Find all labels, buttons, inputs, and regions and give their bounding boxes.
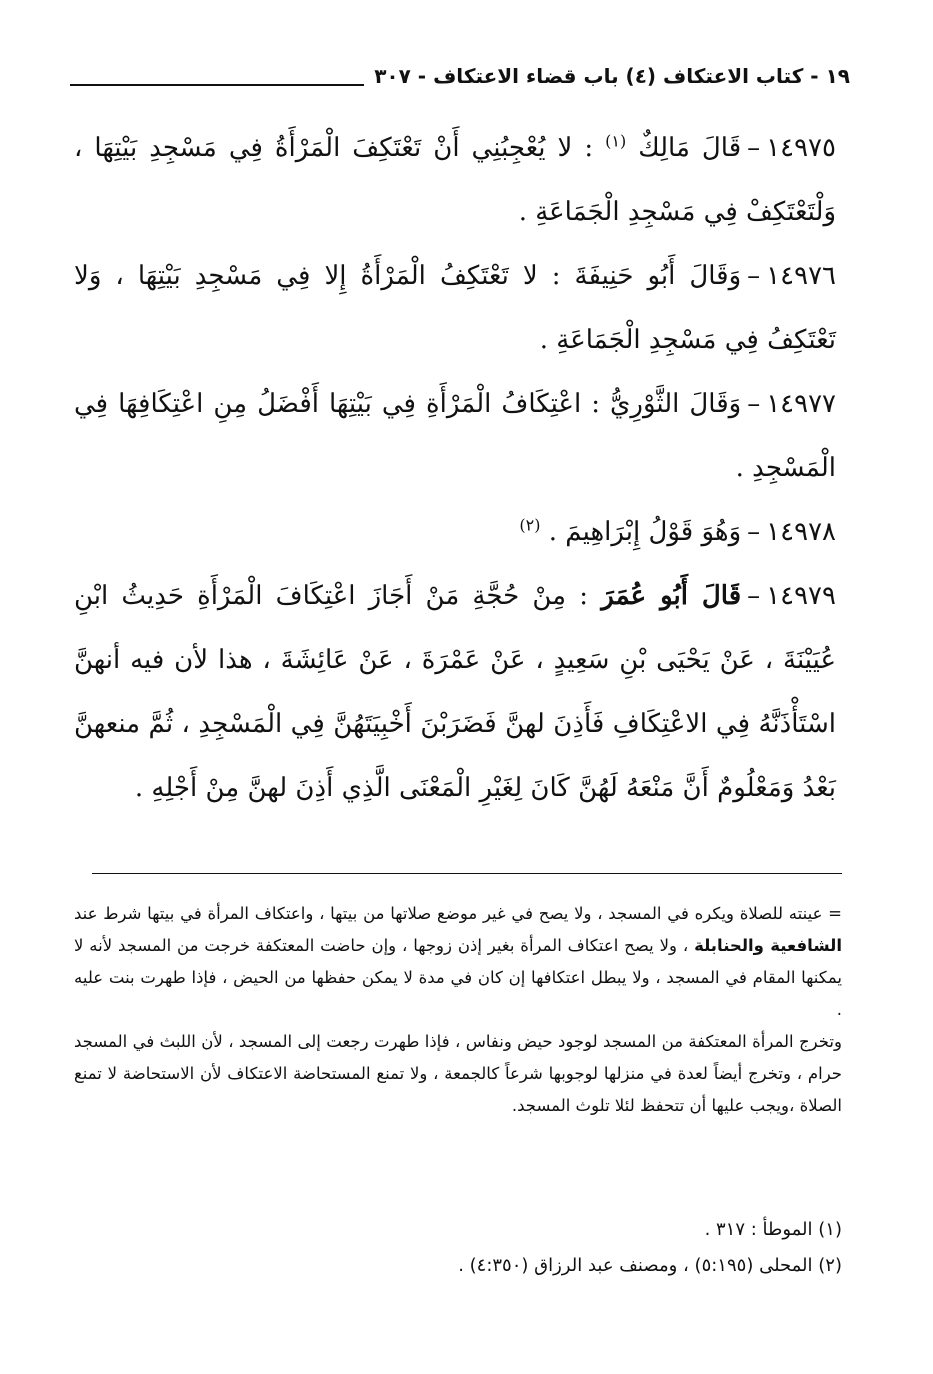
footnotes — [74, 898, 842, 1122]
header-title: ١٩ - كتاب الاعتكاف (٤) باب قضاء الاعتكاف - ٣٠٧ — [374, 64, 850, 88]
footnote-second: وتخرج المرأة المعتكفة من المسجد لوجود حيض ونفاس ، فإذا طهرت رجعت إلى المسجد ، لأن اللبث في المسجد حرام ، وتخرج أيضاً لعدة في منزلها لوجوبها شرعاً كالجمعة ، ولا تمنع المستحاضة الاعتكاف لأن الاستحاضة لا تمنع الصلاة ،ويجب عليها أن تتحفظ لئلا تلوث المسجد. — [74, 1032, 842, 1115]
paragraph-text: : لا تَعْتَكِفُ الْمَرْأَةُ إِلا فِي مَسْجِدِ بَيْتِهَا ، وَلا تَعْتَكِفُ فِي مَسْجِدِ الْجَمَاعَةِ . — [74, 261, 836, 355]
footnote-text: ، ولا يصح اعتكاف المرأة بغير إذن زوجها ، وإن حاضت المعتكفة خرجت من المسجد لأنه لا يمكنها المقام في المسجد ، ولا يبطل اعتكافها إن كان في مدة لا يمكن حفظها من الحيض ، فإذا طهرت بنت عليه . — [74, 936, 842, 1019]
paragraph-number: ١٤٩٧٦ — [766, 261, 836, 291]
footnote-1: (١) الموطأ : ٣١٧ . — [704, 1219, 842, 1240]
paragraph-text: : لا يُعْجِبُنِي أَنْ تَعْتَكِفَ الْمَرْأَةُ فِي مَسْجِدِ بَيْتِهَا ، وَلْتَعْتَكِفْ فِي مَسْجِدِ الْجَمَاعَةِ . — [74, 133, 836, 227]
speaker: وَقَالَ أَبُو حَنِيفَةَ — [574, 261, 742, 291]
paragraph-14979: ١٤٩٧٩–قَالَ أَبُو عُمَرَ : مِنْ حُجَّةِ مَنْ أَجَازَ اعْتِكَافَ الْمَرْأَةِ حَدِيثُ ابْنِ عُيَيْنَةَ ، عَنْ يَحْيَى بْنِ سَعِيدٍ ، عَنْ عَمْرَةَ ، عَنْ عَائِشَةَ ، هذا لأن فيه أنهنَّ اسْتَأْذَنَّهُ فِي الاعْتِكَافِ فَأَذِنَ لهنَّ فَضَرَبْنَ أَخْبِيَتَهُنَّ فِي الْمَسْجِدِ ، ثُمَّ منعهنَّ بَعْدُ وَمَعْلُومٌ أَنَّ مَنْعَهُ لَهُنَّ كَانَ لِغَيْرِ الْمَعْنَى الَّذِي أَذِنَ لهنَّ مِنْ أَجْلِهِ . — [74, 581, 836, 803]
paragraph-14977: ١٤٩٧٧–وَقَالَ الثَّوْرِيُّ : اعْتِكَافُ الْمَرْأَةِ فِي بَيْتِهَا أَفْضَلُ مِنِ اعْتِكَافِهَا فِي الْمَسْجِدِ . — [74, 389, 837, 483]
paragraph-14978: ١٤٩٧٨–وَهُوَ قَوْلُ إِبْرَاهِيمَ . $^{(٢)}$ — [519, 515, 836, 547]
footnote-ref: (٢) — [519, 515, 541, 535]
header-rule — [70, 84, 364, 86]
footnote-ref: (١) — [605, 131, 627, 151]
speaker: وَقَالَ الثَّوْرِيُّ — [610, 389, 742, 419]
speaker: قَالَ أَبُو عُمَرَ — [601, 581, 742, 611]
paragraph-text: وَهُوَ قَوْلُ إِبْرَاهِيمَ . — [548, 517, 742, 547]
paragraph-14976: ١٤٩٧٦–وَقَالَ أَبُو حَنِيفَةَ : لا تَعْتَكِفُ الْمَرْأَةُ إِلا فِي مَسْجِدِ بَيْتِهَا ، وَلا تَعْتَكِفُ فِي مَسْجِدِ الْجَمَاعَةِ . — [74, 261, 836, 355]
paragraph-text: : مِنْ حُجَّةِ مَنْ أَجَازَ اعْتِكَافَ الْمَرْأَةِ حَدِيثُ ابْنِ عُيَيْنَةَ ، عَنْ يَحْيَى بْنِ سَعِيدٍ ، عَنْ عَمْرَةَ ، عَنْ عَائِشَةَ ، هذا لأن فيه أنهنَّ اسْتَأْذَنَّهُ فِي الاعْتِكَافِ فَأَذِنَ لهنَّ فَضَرَبْنَ أَخْبِيَتَهُنَّ فِي الْمَسْجِدِ ، ثُمَّ منعهنَّ بَعْدُ وَمَعْلُومٌ أَنَّ مَنْعَهُ لَهُنَّ كَانَ لِغَيْرِ الْمَعْنَى الَّذِي أَذِنَ لهنَّ مِنْ أَجْلِهِ . — [74, 581, 836, 803]
main-text — [74, 116, 836, 820]
footnote-continuation — [74, 898, 842, 1026]
paragraph-number: ١٤٩٧٨ — [766, 517, 836, 547]
footnote-separator — [92, 873, 842, 874]
paragraph-number: ١٤٩٧٩ — [766, 581, 836, 611]
speaker: قَالَ مَالِكٌ — [638, 133, 742, 163]
paragraph-number: ١٤٩٧٥ — [766, 133, 836, 163]
footnote-2: (٢) المحلى (٥:١٩٥) ، ومصنف عبد الرزاق (٤:٣٥٠) . — [458, 1255, 842, 1276]
running-header — [70, 56, 850, 96]
paragraph-number: ١٤٩٧٧ — [766, 389, 837, 419]
footnote-text: = عينته للصلاة ويكره في المسجد ، ولا يصح في غير موضع صلاتها من بيتها ، واعتكاف المرأة في بيتها شرط عند — [74, 904, 842, 923]
footnote-references — [74, 1212, 842, 1284]
paragraph-text: : اعْتِكَافُ الْمَرْأَةِ فِي بَيْتِهَا أَفْضَلُ مِنِ اعْتِكَافِهَا فِي الْمَسْجِدِ . — [74, 389, 836, 483]
paragraph-14975: ١٤٩٧٥–قَالَ مَالِكٌ $^{(١)}$ : لا يُعْجِبُنِي أَنْ تَعْتَكِفَ الْمَرْأَةُ فِي مَسْجِدِ بَيْتِهَا ، وَلْتَعْتَكِفْ فِي مَسْجِدِ الْجَمَاعَةِ . — [74, 131, 836, 227]
footnote-bold-text: الشافعية والحنابلة — [694, 936, 842, 955]
